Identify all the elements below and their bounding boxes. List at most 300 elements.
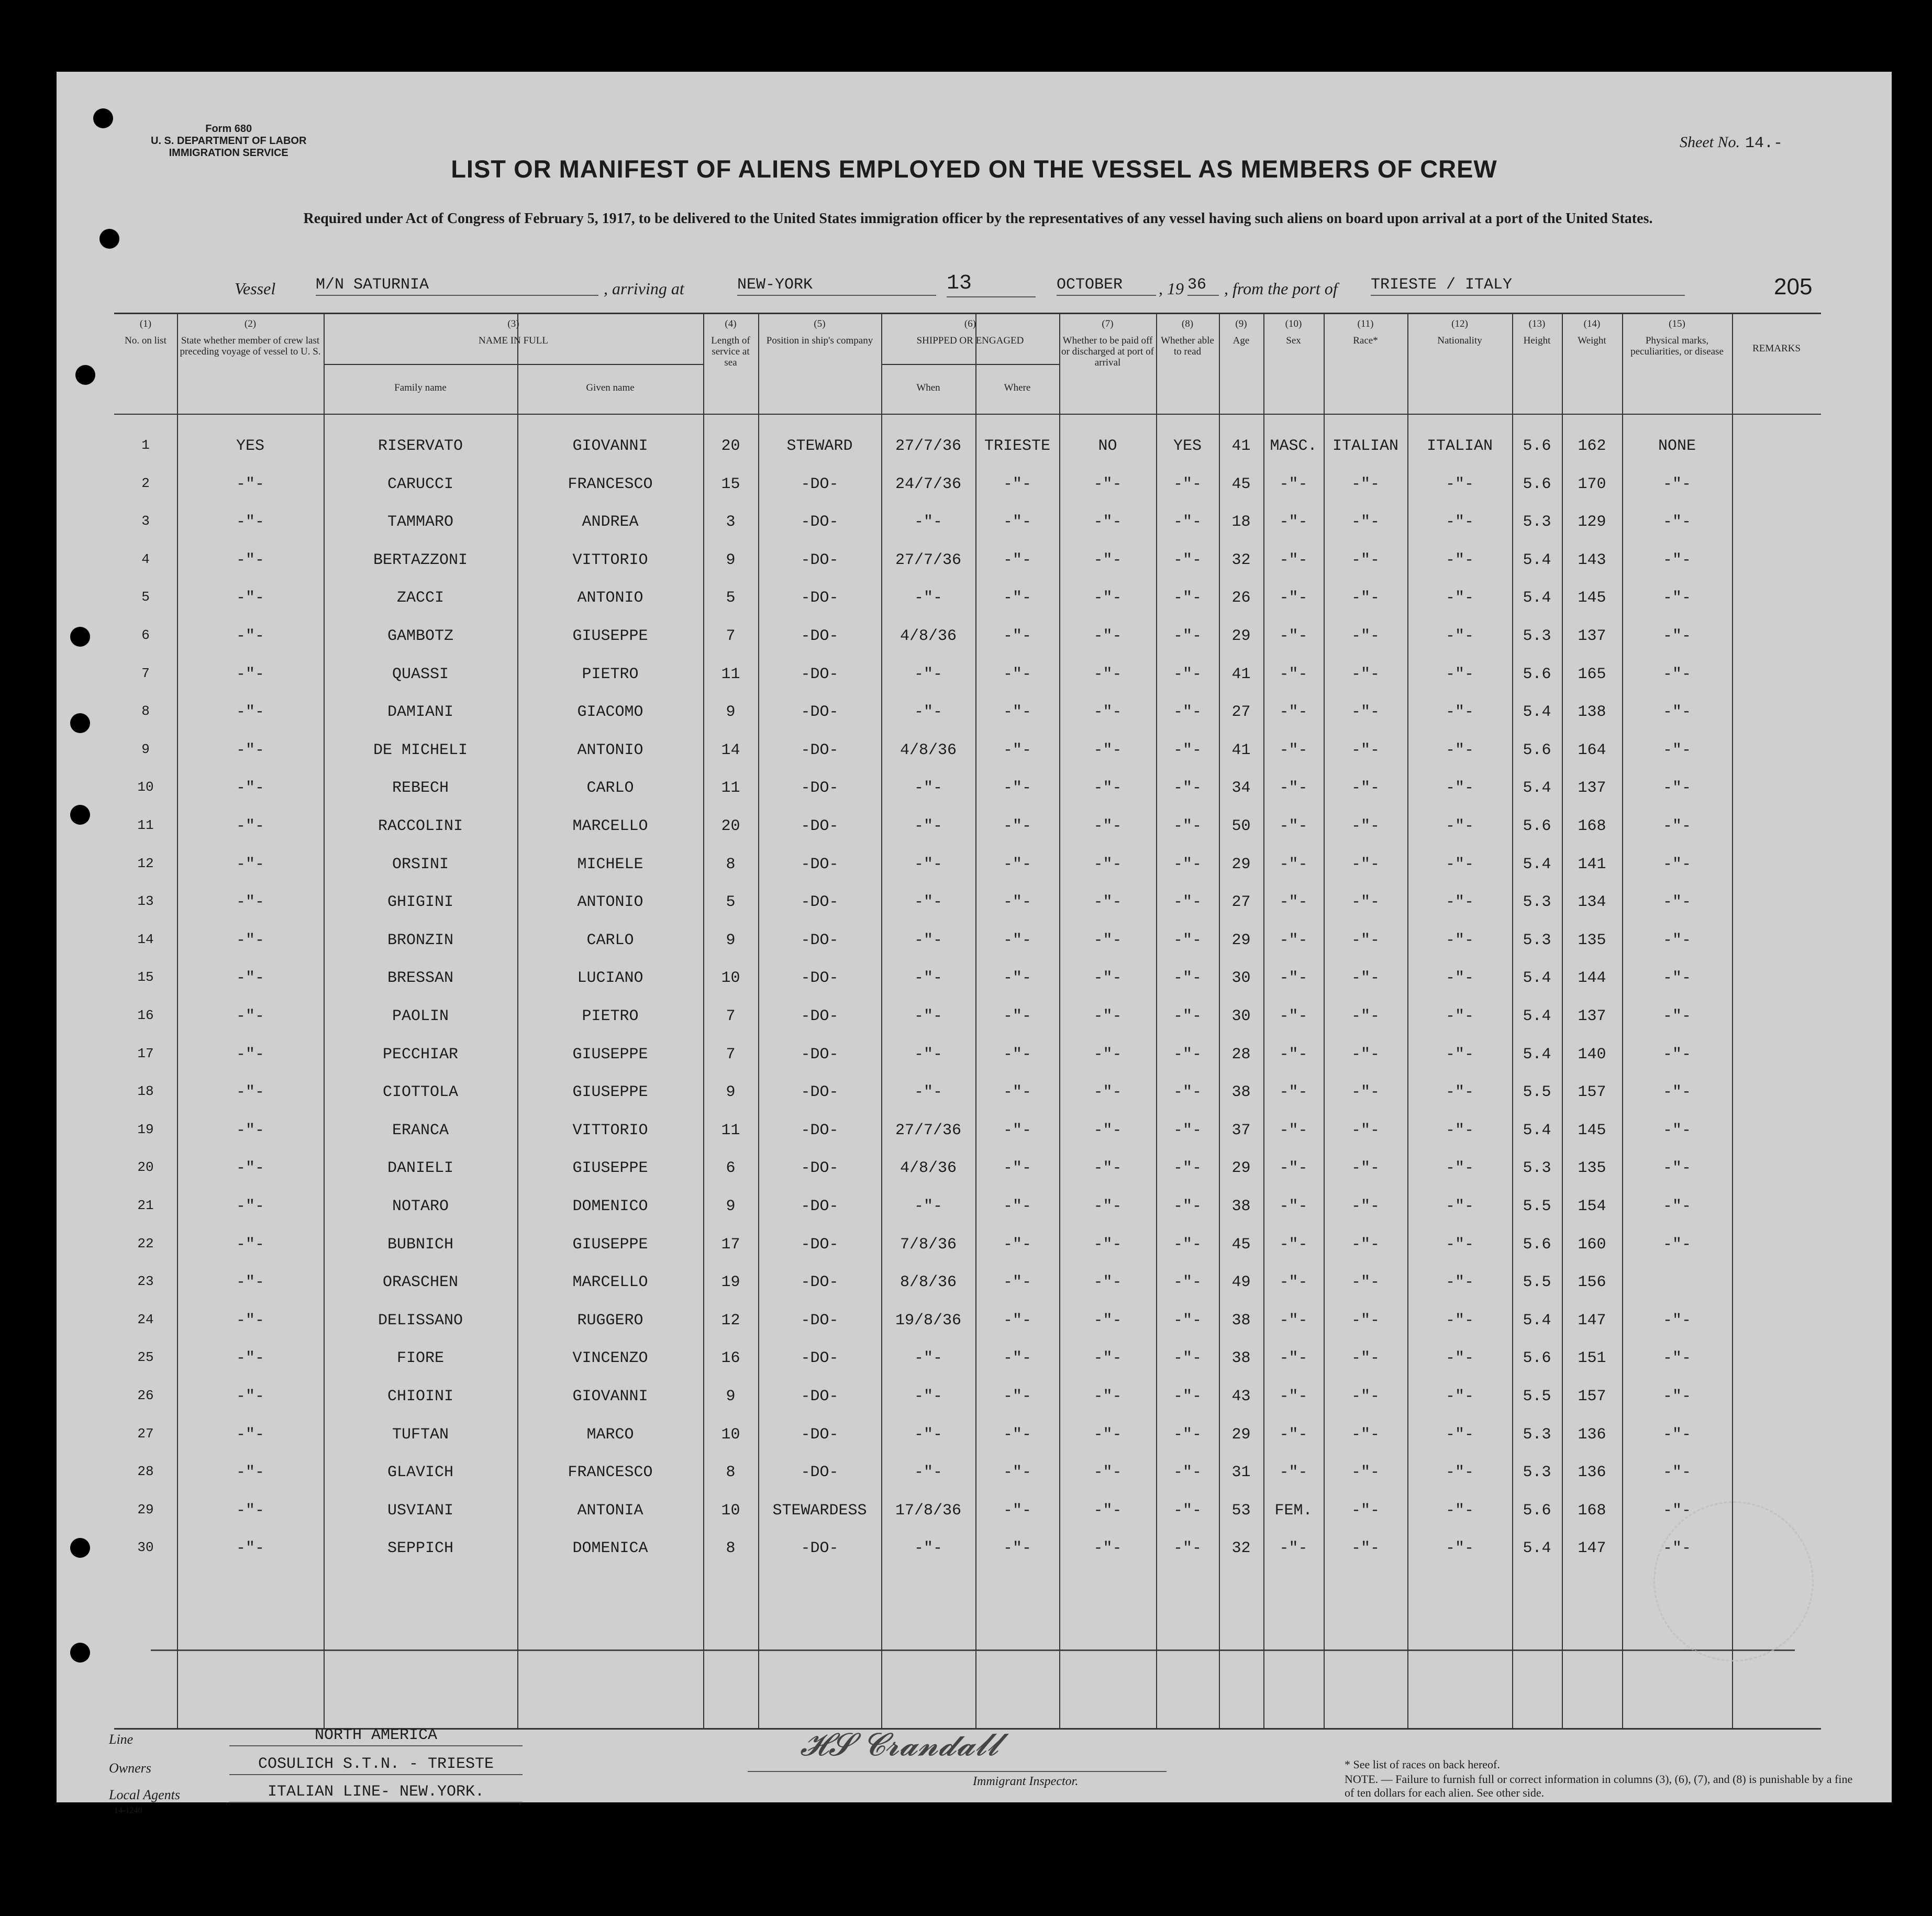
cell-given: FRANCESCO (568, 475, 653, 493)
punch-hole (70, 805, 90, 825)
cell-family: PAOLIN (392, 1007, 449, 1025)
cell-no: 19 (137, 1121, 154, 1137)
cell-where: -"- (1003, 931, 1031, 949)
cell-read: -"- (1173, 1349, 1202, 1368)
column-number: (11) (1357, 318, 1374, 329)
cell-age: 38 (1231, 1311, 1251, 1330)
cell-paid: NO (1098, 437, 1117, 455)
column-header: Whether to be paid off or discharged at port of arrival (1061, 335, 1154, 368)
cell-age: 29 (1231, 855, 1251, 873)
cell-position: -DO- (801, 703, 839, 722)
form-header: Form 680 U. S. DEPARTMENT OF LABOR IMMIGRATION SERVICE (151, 123, 307, 159)
cell-weight: 136 (1578, 1464, 1606, 1482)
cell-given: MICHELE (577, 855, 643, 873)
cell-read: -"- (1173, 1540, 1202, 1558)
column-header: REMARKS (1752, 343, 1801, 354)
cell-family: FIORE (396, 1349, 444, 1368)
cell-height: 5.4 (1523, 1007, 1551, 1025)
table-row (114, 741, 1821, 779)
cell-weight: 151 (1578, 1349, 1606, 1368)
cell-service: 12 (721, 1311, 740, 1330)
cell-height: 5.4 (1523, 855, 1551, 873)
cell-paid: -"- (1093, 817, 1122, 835)
cell-given: MARCELLO (572, 1273, 648, 1292)
cell-sex: -"- (1279, 969, 1308, 988)
cell-position: -DO- (801, 1235, 839, 1254)
cell-sex: -"- (1279, 703, 1308, 722)
cell-prev: -"- (236, 1159, 264, 1178)
cell-marks: -"- (1662, 475, 1691, 493)
cell-paid: -"- (1093, 1007, 1122, 1025)
column-header: Sex (1286, 335, 1301, 346)
cell-sex: -"- (1279, 1159, 1308, 1178)
cell-sex: -"- (1279, 589, 1308, 607)
cell-marks: -"- (1662, 741, 1691, 759)
cell-no: 11 (137, 817, 154, 833)
cell-nationality: -"- (1445, 551, 1474, 569)
cell-weight: 154 (1578, 1198, 1606, 1215)
cell-prev: -"- (236, 1007, 264, 1025)
cell-age: 45 (1231, 475, 1251, 493)
cell-where: -"- (1003, 551, 1031, 569)
cell-prev: -"- (236, 1198, 264, 1215)
cell-prev: -"- (236, 969, 264, 988)
cell-height: 5.4 (1523, 969, 1551, 988)
column-number: (2) (244, 318, 257, 329)
cell-height: 5.6 (1523, 475, 1551, 493)
cell-where: -"- (1003, 817, 1031, 835)
cell-nationality: -"- (1445, 1007, 1474, 1025)
cell-where: -"- (1003, 1007, 1031, 1025)
cell-race: -"- (1351, 779, 1380, 798)
cell-paid: -"- (1093, 855, 1122, 873)
column-subheader: Family name (394, 382, 447, 393)
cell-given: VINCENZO (572, 1349, 648, 1368)
vessel-name: M/N SATURNIA (316, 276, 598, 296)
cell-paid: -"- (1093, 1464, 1122, 1482)
cell-paid: -"- (1093, 513, 1122, 531)
cell-given: PIETRO (582, 1007, 639, 1025)
cell-family: ORSINI (392, 855, 449, 873)
cell-position: -DO- (801, 741, 839, 759)
cell-read: -"- (1173, 665, 1202, 683)
column-number: (4) (725, 318, 737, 329)
cell-no: 1 (141, 437, 150, 453)
cell-sex: -"- (1279, 1388, 1308, 1405)
cell-height: 5.4 (1523, 589, 1551, 607)
cell-service: 11 (721, 779, 740, 798)
punch-hole (70, 713, 90, 733)
cell-family: DAMIANI (387, 703, 454, 722)
sheet-number: Sheet No. 14.- (1680, 134, 1783, 152)
cell-read: -"- (1173, 931, 1202, 949)
cell-given: CARLO (586, 931, 634, 949)
cell-position: -DO- (801, 589, 839, 607)
cell-age: 49 (1231, 1273, 1251, 1292)
cell-race: -"- (1351, 665, 1380, 683)
cell-no: 3 (141, 513, 150, 529)
cell-no: 8 (141, 703, 150, 719)
strike-line (151, 1649, 1795, 1651)
cell-position: -DO- (801, 969, 839, 988)
cell-height: 5.3 (1523, 1464, 1551, 1482)
cell-age: 32 (1231, 1540, 1251, 1558)
cell-age: 32 (1231, 551, 1251, 569)
punch-hole (93, 108, 113, 128)
cell-sex: -"- (1279, 741, 1308, 759)
cell-age: 30 (1231, 1007, 1251, 1025)
cell-weight: 138 (1578, 703, 1606, 722)
column-header: Nationality (1437, 335, 1482, 346)
cell-when: -"- (914, 779, 942, 798)
cell-height: 5.6 (1523, 437, 1551, 455)
cell-race: -"- (1351, 1121, 1380, 1139)
cell-marks: -"- (1662, 703, 1691, 722)
cell-height: 5.5 (1523, 1083, 1551, 1102)
cell-given: ANTONIA (577, 1501, 643, 1520)
cell-position: -DO- (801, 1349, 839, 1368)
cell-nationality: -"- (1445, 1159, 1474, 1178)
cell-height: 5.4 (1523, 551, 1551, 569)
cell-where: -"- (1003, 1045, 1031, 1064)
cell-no: 18 (137, 1083, 154, 1100)
cell-read: -"- (1173, 817, 1202, 835)
punch-hole (70, 1643, 90, 1663)
cell-prev: YES (236, 437, 264, 455)
cell-read: -"- (1173, 855, 1202, 873)
cell-height: 5.3 (1523, 513, 1551, 531)
cell-read: -"- (1173, 589, 1202, 607)
column-header: Weight (1578, 335, 1606, 346)
cell-service: 9 (726, 703, 736, 722)
cell-where: -"- (1003, 1464, 1031, 1482)
column-number: (6) (964, 318, 976, 329)
table-row (114, 1464, 1821, 1501)
cell-service: 9 (726, 1083, 736, 1102)
cell-height: 5.5 (1523, 1273, 1551, 1292)
cell-position: -DO- (801, 1198, 839, 1215)
column-number: (12) (1451, 318, 1468, 329)
column-number: (7) (1102, 318, 1114, 329)
column-number: (15) (1669, 318, 1685, 329)
cell-where: -"- (1003, 1349, 1031, 1368)
cell-read: -"- (1173, 551, 1202, 569)
cell-weight: 160 (1578, 1235, 1606, 1254)
cell-marks: -"- (1662, 1045, 1691, 1064)
cell-given: ANTONIO (577, 741, 643, 759)
cell-age: 43 (1231, 1388, 1251, 1405)
cell-where: -"- (1003, 1311, 1031, 1330)
cell-marks: -"- (1662, 1540, 1691, 1558)
cell-where: -"- (1003, 893, 1031, 912)
cell-when: -"- (914, 703, 942, 722)
column-number: (14) (1583, 318, 1601, 329)
owners-value: COSULICH S.T.N. - TRIESTE (229, 1755, 523, 1775)
cell-paid: -"- (1093, 1501, 1122, 1520)
cell-marks: -"- (1662, 1388, 1691, 1405)
cell-height: 5.5 (1523, 1388, 1551, 1405)
table-row (114, 1349, 1821, 1387)
cell-weight: 134 (1578, 893, 1606, 912)
cell-where: -"- (1003, 1083, 1031, 1102)
cell-read: -"- (1173, 475, 1202, 493)
cell-nationality: -"- (1445, 855, 1474, 873)
cell-weight: 165 (1578, 665, 1606, 683)
cell-given: FRANCESCO (568, 1464, 653, 1482)
cell-where: -"- (1003, 703, 1031, 722)
cell-age: 29 (1231, 627, 1251, 645)
cell-position: -DO- (801, 1425, 839, 1444)
cell-sex: -"- (1279, 1540, 1308, 1558)
cell-read: -"- (1173, 1007, 1202, 1025)
cell-position: -DO- (801, 1311, 839, 1330)
punch-hole (99, 229, 119, 249)
cell-marks: -"- (1662, 1121, 1691, 1139)
cell-sex: -"- (1279, 513, 1308, 531)
cell-position: -DO- (801, 513, 839, 531)
cell-service: 20 (721, 817, 740, 835)
table-row (114, 1388, 1821, 1425)
table-row (114, 779, 1821, 817)
cell-weight: 143 (1578, 551, 1606, 569)
cell-sex: -"- (1279, 1349, 1308, 1368)
cell-race: -"- (1351, 1540, 1380, 1558)
cell-where: -"- (1003, 665, 1031, 683)
page-number: 205 (1774, 274, 1813, 300)
cell-given: GIOVANNI (572, 1388, 648, 1405)
cell-weight: 164 (1578, 741, 1606, 759)
cell-paid: -"- (1093, 475, 1122, 493)
cell-where: -"- (1003, 969, 1031, 988)
cell-no: 12 (137, 855, 154, 871)
cell-prev: -"- (236, 931, 264, 949)
cell-service: 7 (726, 1045, 736, 1064)
cell-position: -DO- (801, 1159, 839, 1178)
cell-given: MARCELLO (572, 817, 648, 835)
cell-nationality: -"- (1445, 1198, 1474, 1215)
cell-race: -"- (1351, 475, 1380, 493)
cell-age: 29 (1231, 1159, 1251, 1178)
cell-sex: -"- (1279, 1425, 1308, 1444)
cell-given: DOMENICO (572, 1198, 648, 1215)
cell-service: 10 (721, 969, 740, 988)
cell-read: -"- (1173, 1083, 1202, 1102)
header-divider (114, 414, 1821, 415)
table-row (114, 666, 1821, 703)
cell-marks: -"- (1662, 893, 1691, 912)
cell-no: 15 (137, 969, 154, 985)
page-title: LIST OR MANIFEST OF ALIENS EMPLOYED ON THE VESSEL AS MEMBERS OF CREW (451, 155, 1497, 183)
cell-weight: 141 (1578, 855, 1606, 873)
cell-height: 5.3 (1523, 1425, 1551, 1444)
cell-position: -DO- (801, 855, 839, 873)
cell-position: -DO- (801, 1083, 839, 1102)
cell-race: -"- (1351, 551, 1380, 569)
fine-note: NOTE. — Failure to furnish full or correct information in columns (3), (6), (7), and (8) is punishable by a fine of ten dollars for each alien. See other side. (1345, 1773, 1853, 1799)
column-number: (5) (814, 318, 826, 329)
cell-given: GIACOMO (577, 703, 643, 722)
cell-marks: -"- (1662, 1349, 1691, 1368)
cell-marks: -"- (1662, 1501, 1691, 1520)
cell-service: 17 (721, 1235, 740, 1254)
column-header: NAME IN FULL (479, 335, 548, 346)
arrival-port: NEW-YORK (737, 276, 936, 296)
cell-prev: -"- (236, 855, 264, 873)
cell-when: 24/7/36 (895, 475, 962, 493)
cell-given: MARCO (586, 1425, 634, 1444)
cell-age: 38 (1231, 1349, 1251, 1368)
cell-sex: -"- (1279, 665, 1308, 683)
column-number: (10) (1285, 318, 1302, 329)
cell-race: -"- (1351, 703, 1380, 722)
cell-race: -"- (1351, 1159, 1380, 1178)
cell-read: -"- (1173, 893, 1202, 912)
punch-hole (75, 365, 95, 385)
cell-when: -"- (914, 1349, 942, 1368)
cell-height: 5.3 (1523, 627, 1551, 645)
vessel-line: Vessel M/N SATURNIA , arriving at NEW-YORK 13 OCTOBER , 19 36 , from the port of TRIESTE / ITALY (57, 275, 1892, 301)
column-subheader: When (916, 382, 940, 393)
cell-where: -"- (1003, 1273, 1031, 1292)
cell-when: -"- (914, 665, 942, 683)
cell-no: 4 (141, 551, 150, 567)
table-row (114, 627, 1821, 665)
cell-race: -"- (1351, 817, 1380, 835)
cell-paid: -"- (1093, 589, 1122, 607)
cell-age: 34 (1231, 779, 1251, 798)
cell-sex: -"- (1279, 1273, 1308, 1292)
cell-no: 29 (137, 1501, 154, 1518)
cell-race: -"- (1351, 627, 1380, 645)
table-row (114, 589, 1821, 627)
cell-when: 7/8/36 (900, 1235, 957, 1254)
cell-read: -"- (1173, 969, 1202, 988)
cell-given: GIUSEPPE (572, 1235, 648, 1254)
column-header: State whether member of crew last preceding voyage of vessel to U. S. (180, 335, 321, 357)
cell-sex: -"- (1279, 1083, 1308, 1102)
cell-prev: -"- (236, 1311, 264, 1330)
cell-when: -"- (914, 1464, 942, 1482)
cell-prev: -"- (236, 1425, 264, 1444)
table-row (114, 893, 1821, 931)
cell-no: 6 (141, 627, 150, 643)
cell-position: -DO- (801, 627, 839, 645)
cell-where: -"- (1003, 475, 1031, 493)
cell-age: 37 (1231, 1121, 1251, 1139)
cell-weight: 144 (1578, 969, 1606, 988)
cell-age: 38 (1231, 1198, 1251, 1215)
cell-family: TAMMARO (387, 513, 454, 531)
cell-race: -"- (1351, 589, 1380, 607)
cell-where: -"- (1003, 589, 1031, 607)
cell-sex: -"- (1279, 1007, 1308, 1025)
cell-given: GIOVANNI (572, 437, 648, 455)
cell-prev: -"- (236, 1045, 264, 1064)
cell-age: 27 (1231, 703, 1251, 722)
cell-given: ANTONIO (577, 893, 643, 912)
table-row (114, 551, 1821, 589)
cell-sex: FEM. (1274, 1501, 1313, 1520)
cell-age: 26 (1231, 589, 1251, 607)
line-value: NORTH AMERICA (229, 1726, 523, 1746)
cell-weight: 168 (1578, 817, 1606, 835)
cell-paid: -"- (1093, 893, 1122, 912)
cell-race: -"- (1351, 1198, 1380, 1215)
cell-read: -"- (1173, 1159, 1202, 1178)
table-row (114, 1540, 1821, 1577)
cell-family: NOTARO (392, 1198, 449, 1215)
cell-family: BRONZIN (387, 931, 454, 949)
cell-weight: 140 (1578, 1045, 1606, 1064)
cell-service: 10 (721, 1425, 740, 1444)
table-row (114, 1236, 1821, 1273)
arrival-year: 36 (1187, 276, 1219, 296)
cell-given: GIUSEPPE (572, 1159, 648, 1178)
cell-family: ORASCHEN (382, 1273, 459, 1292)
cell-nationality: -"- (1445, 741, 1474, 759)
cell-nationality: -"- (1445, 1501, 1474, 1520)
cell-read: YES (1173, 437, 1202, 455)
cell-paid: -"- (1093, 741, 1122, 759)
cell-position: -DO- (801, 1540, 839, 1558)
cell-marks: -"- (1662, 513, 1691, 531)
cell-position: -DO- (801, 931, 839, 949)
cell-race: -"- (1351, 969, 1380, 988)
cell-when: -"- (914, 589, 942, 607)
cell-service: 8 (726, 855, 736, 873)
cell-where: -"- (1003, 627, 1031, 645)
cell-race: -"- (1351, 1464, 1380, 1482)
cell-position: -DO- (801, 1121, 839, 1139)
cell-read: -"- (1173, 627, 1202, 645)
cell-race: -"- (1351, 1273, 1380, 1292)
cell-race: -"- (1351, 1235, 1380, 1254)
cell-race: -"- (1351, 1388, 1380, 1405)
cell-sex: -"- (1279, 551, 1308, 569)
cell-age: 41 (1231, 437, 1251, 455)
cell-where: TRIESTE (984, 437, 1051, 455)
cell-nationality: -"- (1445, 1540, 1474, 1558)
cell-prev: -"- (236, 893, 264, 912)
cell-family: PECCHIAR (382, 1045, 459, 1064)
column-number: (1) (139, 318, 152, 329)
cell-weight: 156 (1578, 1273, 1606, 1292)
cell-when: -"- (914, 1007, 942, 1025)
cell-weight: 137 (1578, 1007, 1606, 1025)
cell-family: CIOTTOLA (382, 1083, 459, 1102)
cell-nationality: -"- (1445, 1273, 1474, 1292)
cell-paid: -"- (1093, 779, 1122, 798)
cell-sex: -"- (1279, 817, 1308, 835)
cell-no: 17 (137, 1045, 154, 1061)
cell-family: BERTAZZONI (373, 551, 468, 569)
cell-service: 16 (721, 1349, 740, 1368)
cell-height: 5.6 (1523, 741, 1551, 759)
cell-read: -"- (1173, 1045, 1202, 1064)
cell-when: 27/7/36 (895, 437, 962, 455)
cell-weight: 145 (1578, 1121, 1606, 1139)
cell-marks: -"- (1662, 1235, 1691, 1254)
table-row (114, 1502, 1821, 1540)
cell-service: 10 (721, 1501, 740, 1520)
cell-paid: -"- (1093, 1349, 1122, 1368)
cell-family: REBECH (392, 779, 449, 798)
cell-service: 11 (721, 1121, 740, 1139)
column-header: Race* (1353, 335, 1378, 346)
cell-family: RISERVATO (377, 437, 463, 455)
cell-when: -"- (914, 855, 942, 873)
cell-race: -"- (1351, 741, 1380, 759)
